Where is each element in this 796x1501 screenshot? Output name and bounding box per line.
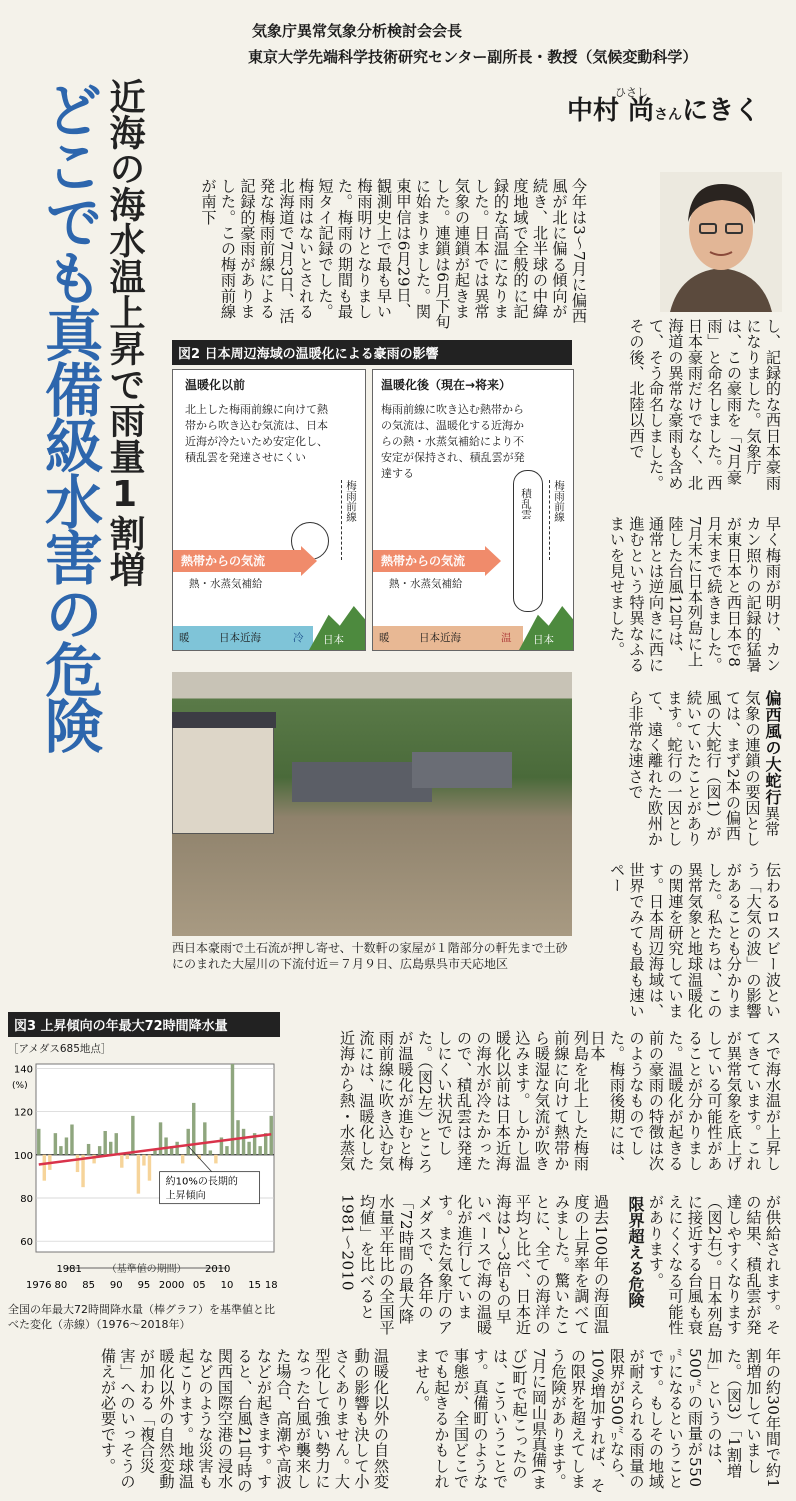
x-tick-label: 15 bbox=[248, 1280, 261, 1291]
after-land-label: 日本 bbox=[533, 634, 554, 646]
house-roof bbox=[172, 712, 276, 728]
figure-3-caption: 全国の年最大72時間降水量（棒グラフ）を基準値と比べた変化（赤線）（1976～2018年） bbox=[8, 1303, 275, 1331]
bar bbox=[126, 1155, 129, 1159]
bar bbox=[203, 1122, 206, 1154]
bar bbox=[103, 1131, 106, 1155]
bar bbox=[264, 1133, 267, 1155]
bar bbox=[76, 1155, 79, 1172]
x-tick-label: 2000 bbox=[158, 1280, 185, 1291]
figure-3 bbox=[8, 1012, 280, 1332]
bar bbox=[70, 1125, 73, 1155]
interviewee-name: 中村 尚 bbox=[567, 96, 655, 126]
san-honorific: さん bbox=[654, 107, 683, 123]
bar bbox=[137, 1155, 140, 1194]
y-tick-label: 100 bbox=[13, 1150, 33, 1162]
bar bbox=[115, 1133, 118, 1155]
photo-caption: 西日本豪雨で土石流が押し寄せ、十数軒の家屋が１階部分の軒先まで土砂にのまれた大屋川の下流付近＝７月９日、広島県呉市天応地区 bbox=[172, 941, 568, 971]
body-column-11: 温暖化以外の自然変動の影響も決して小さくありません。大型化して強い勢力になった台風が襲来した場合、高潮や高波などが起きます。すると、台風21号時の関西国際空港の浸水などのような災害も起こります。地球温暖化以外の自然変動が加わる「複合災害」へのいっそうの備えが必要です。 bbox=[99, 1348, 390, 1494]
roof-row bbox=[292, 762, 432, 802]
after-title: 温暖化後（現在→将来） bbox=[381, 378, 512, 392]
ask-label: にきく bbox=[682, 96, 761, 126]
figure-2 bbox=[172, 340, 572, 655]
bar bbox=[43, 1155, 46, 1181]
bar bbox=[98, 1146, 101, 1155]
body-column-10: 年の約30年間で約1割増加していました。（図3）「1割増加」というのは、500㍉の雨量が550㍉になるということです。もしその地域が耐えられる雨量の限界が500㍉なら、10%増加すれば、その限界を超えてしまう危険があります。7月に岡山県真備(まび)町で起こったのは、こういうことです。真備町のような事態が、全国どこででも起きるかもしれません。 bbox=[413, 1348, 782, 1494]
y-tick-label: 80 bbox=[20, 1193, 33, 1205]
portrait-photo bbox=[660, 172, 782, 312]
plot-area bbox=[36, 1064, 274, 1252]
role-line-2: 東京大学先端科学技術研究センター副所長・教授（気候変動科学） bbox=[248, 48, 698, 66]
base-period-label: （基準値の期間） bbox=[106, 1264, 187, 1275]
body-column-3: 早く梅雨が明け、カンカン照りの記録的猛暑が東日本と西日本で8月末まで続きました。7月末に日本列島に上陸した台風12号は、通常とは逆向きに西に進むという特異なふるまいを見せました。 bbox=[608, 516, 782, 674]
bar bbox=[175, 1142, 178, 1155]
bar bbox=[59, 1146, 62, 1155]
sub-headline: 近海の海水温上昇で雨量1割増 bbox=[104, 78, 145, 587]
main-headline: どこでも真備級水害の危険 bbox=[35, 80, 103, 752]
after-rainy-front: 梅雨前線 bbox=[549, 480, 567, 560]
flow-arrow-icon bbox=[485, 546, 501, 576]
bar bbox=[120, 1155, 123, 1168]
before-land-label: 日本 bbox=[323, 634, 344, 646]
body-column-5: 伝わるロスビー波という「大気の波」の影響があることも分かりました。私たちは、この異常気象と地球温暖化の関連を研究しています。日本周辺海域は、世界でみても最も速いペー bbox=[608, 862, 782, 1020]
bar bbox=[87, 1144, 90, 1155]
annotation-line-1: 約10%の長期的 bbox=[165, 1176, 238, 1188]
base-end-label: 2010 bbox=[204, 1264, 231, 1275]
bar bbox=[109, 1142, 112, 1155]
bar bbox=[242, 1129, 245, 1155]
before-sea-label: 日本近海 bbox=[219, 632, 261, 644]
bar bbox=[214, 1155, 217, 1164]
after-description: 梅雨前線に吹き込む熱帯からの気流は、温暖化する近海からの熱・水蒸気補給により不安定が保持され、積乱雲が発達する bbox=[381, 403, 525, 480]
section-heading-westerly: 偏西風の大蛇行 bbox=[763, 690, 782, 806]
interviewee-heading bbox=[567, 86, 761, 127]
bar bbox=[231, 1064, 234, 1155]
rainfall-chart bbox=[8, 1056, 280, 1302]
role-line-1: 気象庁異常気象分析検討会会長 bbox=[252, 22, 463, 40]
house-shape bbox=[172, 722, 274, 834]
after-heat-supply: 熱・水蒸気補給 bbox=[389, 578, 463, 590]
y-axis-unit: (%) bbox=[12, 1081, 28, 1091]
name-ruby: ひさし bbox=[615, 86, 648, 99]
before-rainy-front: 梅雨前線 bbox=[341, 480, 359, 560]
before-cold-label: 冷 bbox=[293, 632, 304, 644]
y-tick-label: 140 bbox=[13, 1064, 33, 1076]
after-sea-label: 日本近海 bbox=[419, 632, 461, 644]
y-tick-label: 60 bbox=[20, 1237, 33, 1249]
x-tick-label: 85 bbox=[82, 1280, 95, 1291]
before-warm-label: 暖 bbox=[179, 632, 190, 644]
body-column-4: 偏西風の大蛇行異常気象の連鎖の要因としては、まず2本の偏西風の大蛇行（図1）が続いていたことがあります。蛇行の一因として、遠く離れた欧州から非常な速さで bbox=[626, 690, 782, 848]
before-description: 北上した梅雨前線に向けて熱帯から吹き込む気流は、日本近海が冷たいため安定化し、積乱雲を発達させにくい bbox=[185, 403, 328, 464]
after-cloud-label: 積乱雲 bbox=[520, 488, 532, 520]
x-tick-label: 05 bbox=[192, 1280, 206, 1291]
after-tropical-flow: 熱帯からの気流 bbox=[373, 550, 485, 572]
base-start-label: 1981 bbox=[56, 1264, 82, 1275]
x-tick-label: 80 bbox=[54, 1280, 68, 1291]
bar bbox=[186, 1129, 189, 1155]
body-column-1: 今年は3～7月に偏西風が北に偏る傾向が続き、北半球の中緯度地域で全般的に記録的な高温になりました。日本では異常気象の連鎖が起きました。連鎖は6月下旬に始まりました。関東甲信は6月29日、観測史上で最も早い梅雨明けとなりました。梅雨の期間も最短タイ記録でした。梅雨はないとされる北海道で7月3日、活発な梅雨前線による記録的豪雨がありました。この梅雨前線が南下 bbox=[199, 178, 588, 330]
x-tick-label: 1976 bbox=[26, 1280, 52, 1291]
before-title: 温暖化以前 bbox=[185, 378, 246, 392]
x-tick-label: 90 bbox=[109, 1280, 123, 1291]
before-heat-supply: 熱・水蒸気補給 bbox=[189, 578, 263, 590]
body-column-8: が供給されます。その結果、積乱雲が発達しやすくなります（図2右）。日本列島に接近する台風も衰えにくくなる可能性があります。 bbox=[647, 1194, 782, 1338]
annotation-line-2: 上昇傾向 bbox=[165, 1190, 206, 1202]
flood-photo bbox=[172, 672, 572, 936]
x-tick-label: 95 bbox=[137, 1280, 151, 1291]
bar bbox=[153, 1150, 156, 1154]
bar bbox=[37, 1129, 40, 1155]
section-heading-limit: 限界超える危険 bbox=[626, 1196, 645, 1308]
x-tick-label: 18 bbox=[264, 1280, 278, 1291]
bar bbox=[225, 1146, 228, 1155]
bar bbox=[181, 1155, 184, 1164]
bar bbox=[247, 1142, 250, 1155]
figure-3-header: 図3 上昇傾向の年最大72時間降水量 bbox=[8, 1012, 280, 1037]
body-column-9: 過去100年の海面温度の上昇率を調べてみました。驚いたことに、全ての海洋の平均と比べ、日本近海は2～3倍もの早いペースで海の温暖化が進行しています。また気象庁のアメダスで、各年の「72時間の最大降水量平年比の全国平均値」を比べると1981～2010 bbox=[338, 1194, 610, 1336]
figure-2-after-panel bbox=[372, 369, 574, 651]
figure-2-before-panel bbox=[172, 369, 366, 651]
body-column-7: 列島を北上した梅雨前線に向けて熱帯から暖湿な気流が吹き込みます。しかし温暖化以前は日本近海の海水が冷たかったので、積乱雲は発達しにくい状況でした。（図2左）ところが温暖化が進むと梅雨前線に吹き込む気流には、温暖化した近海から熱・水蒸気 bbox=[338, 1030, 590, 1174]
bar bbox=[65, 1137, 68, 1154]
before-tropical-flow: 熱帯からの気流 bbox=[173, 550, 301, 572]
roof-row bbox=[412, 752, 512, 788]
x-tick-label: 10 bbox=[220, 1280, 234, 1291]
bar bbox=[54, 1133, 57, 1155]
bar bbox=[148, 1155, 151, 1181]
bar bbox=[142, 1155, 145, 1166]
bar bbox=[209, 1150, 212, 1154]
bar bbox=[164, 1137, 167, 1154]
bar bbox=[131, 1116, 134, 1155]
bar bbox=[192, 1103, 195, 1155]
figure-2-header: 図2 日本周辺海域の温暖化による豪雨の影響 bbox=[172, 340, 572, 365]
bar bbox=[258, 1146, 261, 1155]
body-column-2: し、記録的な西日本豪雨になりました。気象庁は、この豪雨を「7月豪雨」と命名しました。西日本豪雨だけでなく、北海道の異常な豪雨も含めて、そう命名しました。その後、北陸以西で bbox=[627, 318, 782, 491]
y-tick-label: 120 bbox=[13, 1107, 33, 1119]
body-column-6: スで海水温が上昇してきています。これが異常気象を底上げしている可能性があることが分かりました。温暖化が起きる前の豪雨の特徴は次のようなものでした。梅雨後期には、日本 bbox=[588, 1030, 782, 1172]
after-warm-label: 暖 bbox=[379, 632, 390, 644]
flow-arrow-icon bbox=[301, 546, 317, 576]
amedas-note: ［アメダス685地点］ bbox=[8, 1043, 112, 1055]
after-warm2-label: 温 bbox=[501, 632, 512, 644]
